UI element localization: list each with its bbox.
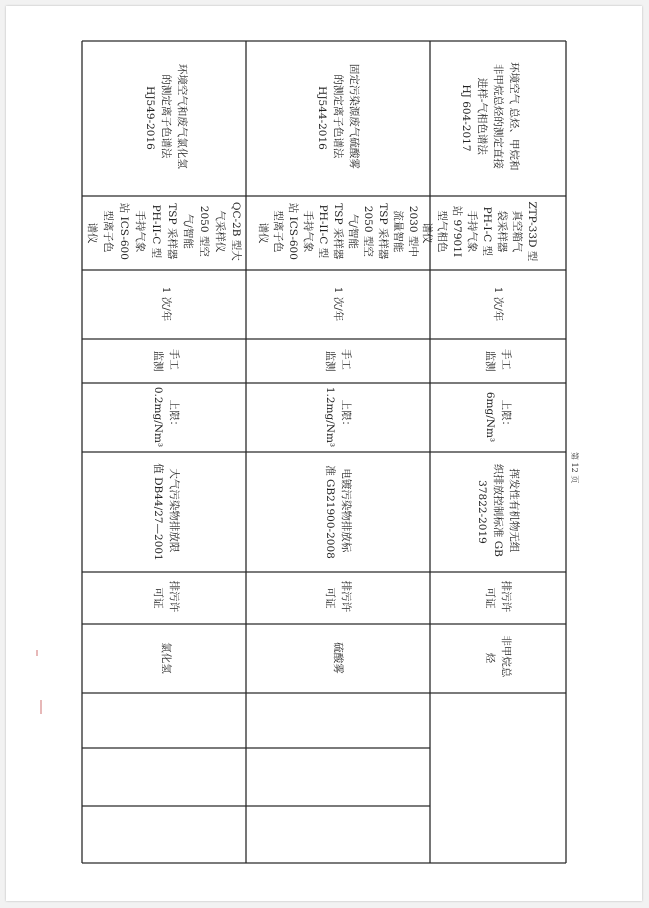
frequency-cell: 1 次/年 (332, 286, 344, 322)
limit-cell: 上限： 0.2mg/Nm³ (152, 386, 180, 448)
method-cell: 手工 监测 (324, 348, 352, 372)
pollutant-cell: 非甲烷总 烃 (484, 635, 512, 678)
pollutant-cell: 硫酸雾 (332, 642, 344, 674)
table-row (257, 64, 420, 674)
equipment-cell: QC-2B 型大 气采样仪 2050 型空 气/智能 TSP 采样器 PH-II-C 型 手持气象 站 ICS-600 型离子色 谱仪 (86, 201, 242, 261)
frequency-cell: 1 次/年 (492, 286, 504, 322)
method-cell: 手工 监测 (484, 348, 512, 372)
limit-cell: 上限： 1.2mg/Nm³ (324, 386, 352, 448)
pollutant-cell: 氯化氢 (160, 642, 172, 674)
analysis-cell: 固定污染源废气硫酸雾 的测定离子色谱法 HJ544-2016 (316, 63, 360, 169)
scan-mark (40, 700, 42, 714)
basis-cell: 排污许 可证 (324, 580, 352, 613)
frequency-cell: 1 次/年 (160, 286, 172, 322)
analysis-cell: 环境空气 总烃、甲烷和 非甲烷总烃的测定直接 进样-气相色谱法 HJ 604-2017 (460, 62, 520, 171)
standard-cell: 电镀污染物排放标 准 GB21900-2008 (324, 465, 352, 559)
table-row (421, 62, 539, 681)
equipment-cell: 2030 型中 流量智能 TSP 采样器 2050 型空 气/智能 TSP 采样器 PH-II-C 型 手持气象 站 ICS-600 型离子色 谱仪 (257, 202, 419, 260)
equipment-cell: ZTP-33D 型 真空箱气 袋采样器 PH-I-C 型 手持气象 站 97901I 型气相色 谱仪 (421, 201, 538, 262)
page-number: 第 12 页 (570, 452, 579, 484)
basis-cell: 排污许 可证 (152, 580, 180, 613)
table-row (86, 64, 243, 674)
basis-cell: 排污许 可证 (484, 580, 512, 613)
analysis-cell: 环境空气和废气氯化氢 的测定离子色谱法 HJ549-2016 (144, 63, 188, 169)
standard-cell: 挥发性有机物无组 织排放控制标准 GB 37822-2019 (476, 463, 520, 557)
limit-cell: 上限： 6mg/Nm³ (484, 391, 512, 443)
scan-mark (36, 650, 38, 656)
standard-cell: 大气污染物排放限 值 DB44/27—2001 (152, 463, 180, 561)
method-cell: 手工 监测 (152, 348, 180, 372)
